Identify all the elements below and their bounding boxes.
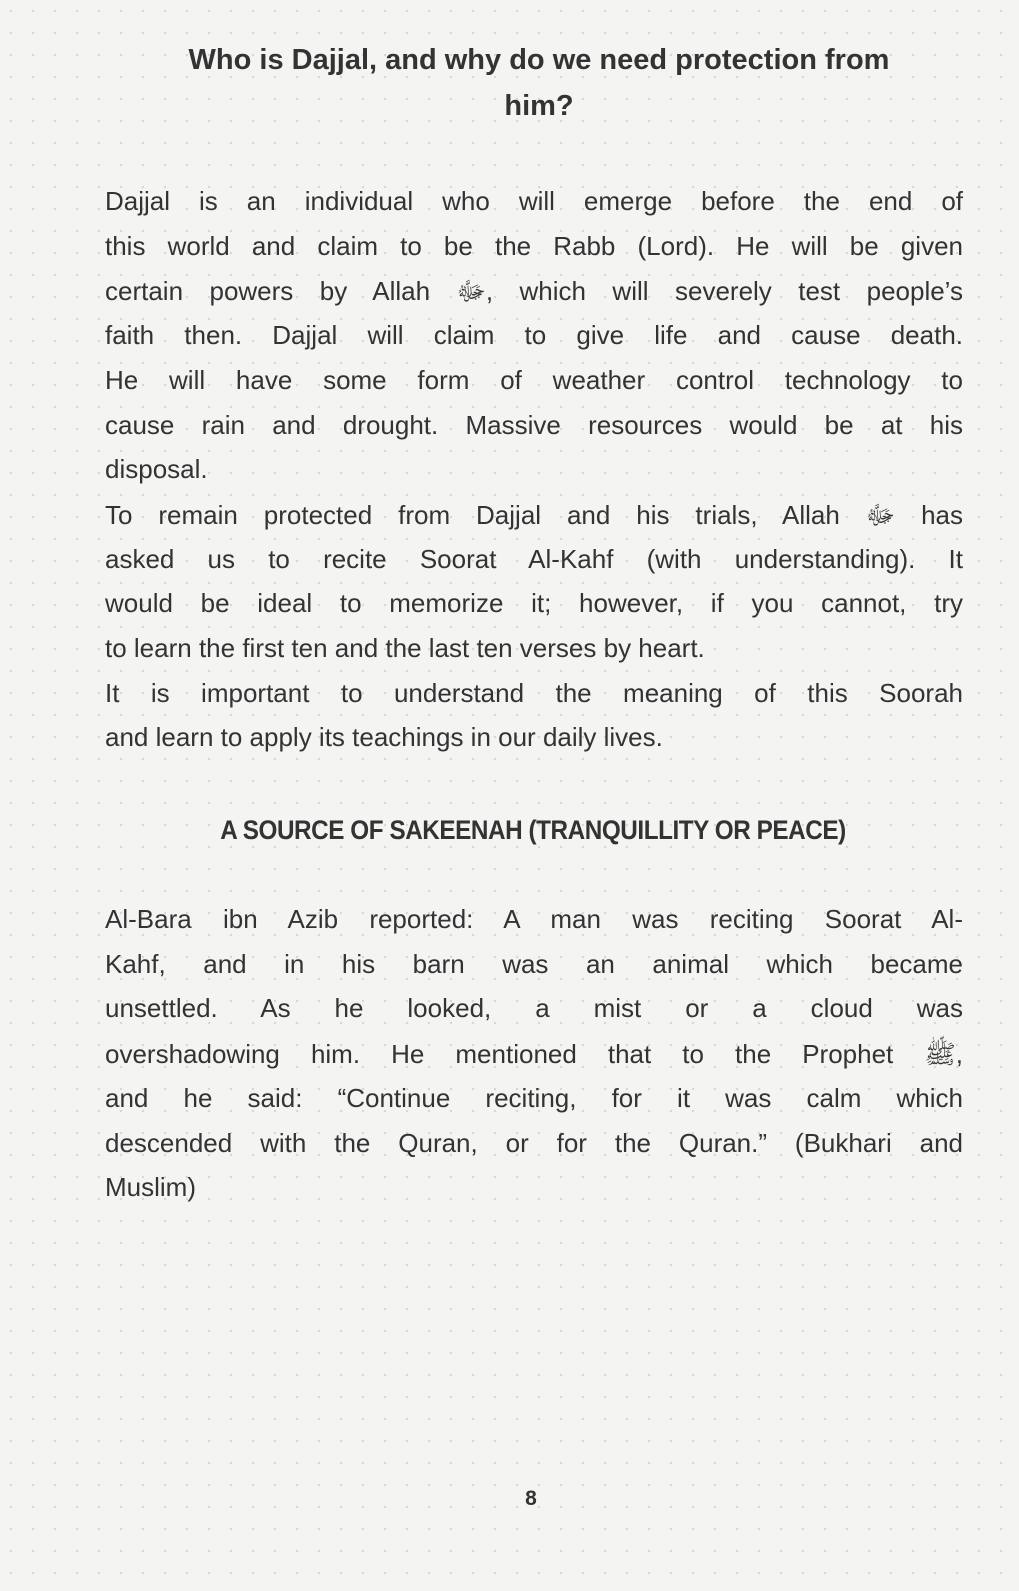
text-line: Kahf, and in his barn was an animal which became — [105, 948, 963, 979]
text-line: certain powers by Allah ﷻ, which will severely test people’s — [105, 276, 963, 307]
text-line: Dajjal is an individual who will emerge before the end of — [105, 186, 963, 216]
section-heading: A SOURCE OF SAKEENAH (TRANQUILLITY OR PEACE) — [220, 815, 846, 845]
text-line: descended with the Quran, or for the Quran.” (Bukhari and — [105, 1127, 963, 1158]
text-line: to learn the first ten and the last ten verses by heart. — [105, 633, 705, 663]
page-number: 8 — [525, 1487, 537, 1510]
text-line: He will have some form of weather control technology to — [105, 364, 963, 395]
text-line: and learn to apply its teachings in our daily lives. — [105, 722, 663, 753]
page-title-line-2: him? — [504, 90, 574, 122]
text-line: cause rain and drought. Massive resources would be at his — [105, 409, 963, 440]
text-line: asked us to recite Soorat Al-Kahf (with understanding). It — [105, 543, 963, 574]
text-line: It is important to understand the meaning of this Soorah — [105, 677, 963, 708]
text-line: To remain protected from Dajjal and his trials, Allah ﷻ has — [105, 499, 963, 530]
text-line: unsettled. As he looked, a mist or a cloud was — [105, 993, 963, 1024]
page-title-line-1: Who is Dajjal, and why do we need protection from — [188, 44, 890, 76]
text-line: and he said: “Continue reciting, for it was calm which — [105, 1082, 963, 1113]
text-line: would be ideal to memorize it; however, if you cannot, try — [105, 588, 963, 619]
text-line: faith then. Dajjal will claim to give life and cause death. — [105, 320, 963, 351]
text-line: Muslim) — [105, 1172, 196, 1203]
text-line: disposal. — [105, 454, 208, 485]
text-line: Al-Bara ibn Azib reported: A man was reciting Soorat Al- — [105, 904, 963, 934]
text-line: this world and claim to be the Rabb (Lord). He will be given — [105, 230, 963, 261]
text-line: overshadowing him. He mentioned that to the Prophet ﷺ, — [105, 1039, 963, 1070]
